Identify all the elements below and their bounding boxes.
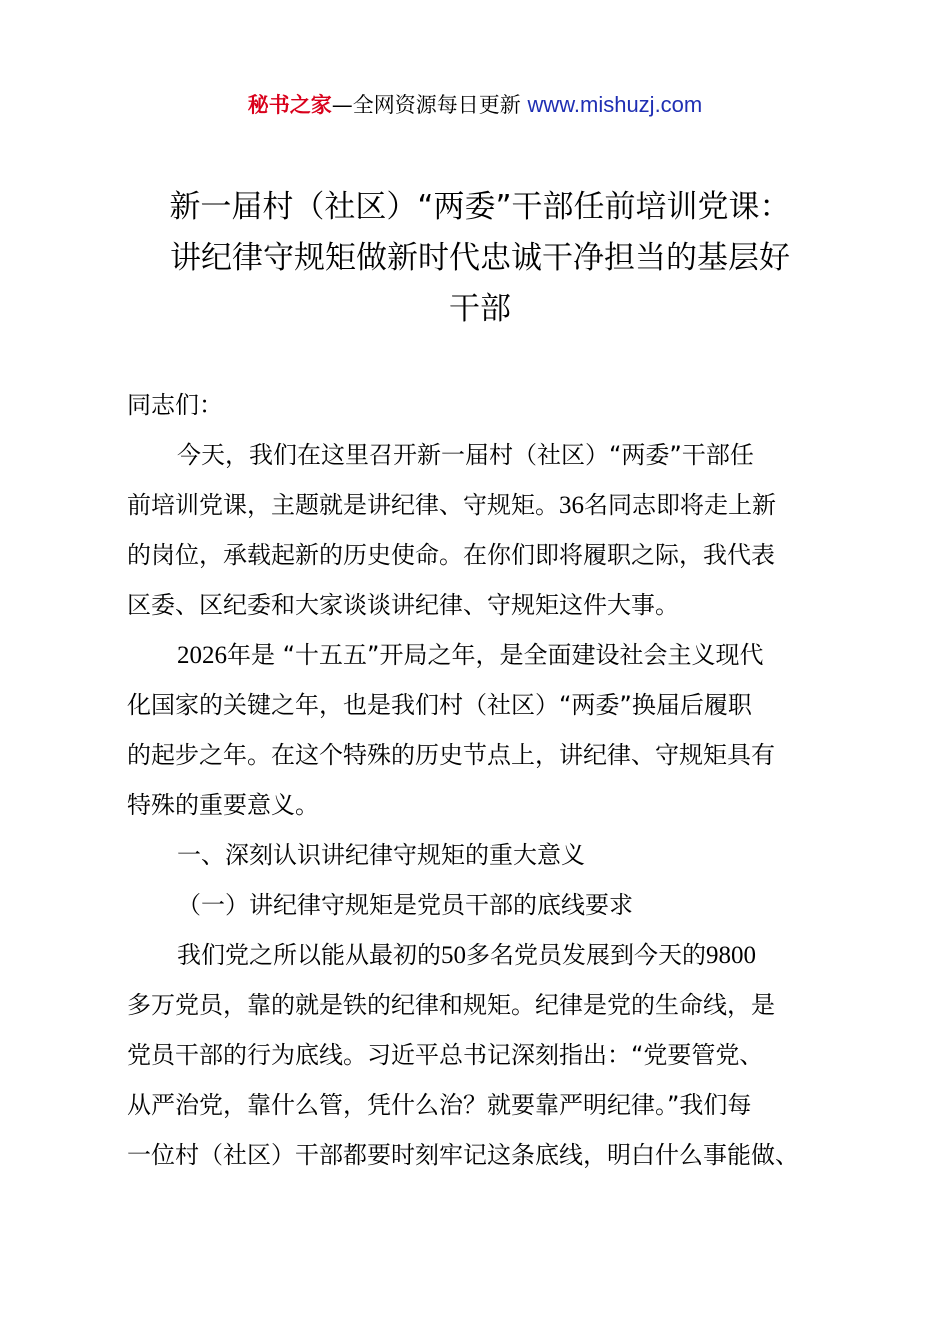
- section-heading-1-1: （一）讲纪律守规矩是党员干部的底线要求: [177, 891, 633, 919]
- paragraph-line: [127, 930, 837, 980]
- paragraph-line: 的起步之年。在这个特殊的历史节点上，讲纪律、守规矩具有: [127, 741, 775, 769]
- title-line-3: 干部: [449, 291, 511, 327]
- paragraph-line: 多万党员，靠的就是铁的纪律和规矩。纪律是党的生命线，是: [127, 991, 775, 1019]
- title-line-1: 新一届村（社区）“两委”干部任前培训党课：: [169, 189, 791, 225]
- paragraph-line: 从严治党，靠什么管，凭什么治？就要靠严明纪律。”我们每: [127, 1091, 752, 1119]
- paragraph-text: 我们党之所以能从最初的: [177, 941, 441, 969]
- site-url-link[interactable]: www.mishuzj.com: [527, 92, 703, 117]
- paragraph-opening: [127, 430, 837, 630]
- paragraph-line: 特殊的重要意义。: [127, 791, 319, 819]
- paragraph-context: [127, 630, 837, 830]
- paragraph-line: 今天，我们在这里召开新一届村（社区）“两委”干部任: [177, 441, 754, 469]
- site-slogan: —全网资源每日更新: [331, 93, 521, 117]
- founding-member-count: 50: [441, 942, 466, 969]
- participant-count: 36: [559, 492, 584, 519]
- section-heading-1: 一、深刻认识讲纪律守规矩的重大意义: [177, 841, 585, 869]
- title-line-2: 讲纪律守规矩做新时代忠诚干净担当的基层好: [170, 240, 790, 276]
- paragraph-discipline: [127, 930, 837, 1180]
- paragraph-line: 党员干部的行为底线。习近平总书记深刻指出：“党要管党、: [127, 1041, 764, 1069]
- site-brand: 秘书之家: [247, 93, 332, 117]
- paragraph-text: 前培训党课，主题就是讲纪律、守规矩。: [127, 491, 559, 519]
- salutation: 同志们：: [127, 391, 223, 419]
- site-header: [0, 90, 950, 120]
- paragraph-line: [127, 480, 837, 530]
- paragraph-line: [127, 630, 837, 680]
- current-member-count: 9800: [706, 942, 756, 969]
- paragraph-text: 多名党员发展到今天的: [466, 941, 706, 969]
- paragraph-line: 区委、区纪委和大家谈谈讲纪律、守规矩这件大事。: [127, 591, 679, 619]
- paragraph-line: 化国家的关键之年，也是我们村（社区）“两委”换届后履职: [127, 691, 752, 719]
- paragraph-text: 名同志即将走上新: [584, 491, 776, 519]
- year-number: 2026: [177, 642, 227, 669]
- paragraph-text: 年是 “十五五”开局之年，是全面建设社会主义现代: [227, 641, 764, 669]
- paragraph-line: 的岗位，承载起新的历史使命。在你们即将履职之际，我代表: [127, 541, 775, 569]
- paragraph-line: 一位村（社区）干部都要时刻牢记这条底线，明白什么事能做、: [127, 1141, 799, 1169]
- document-title: [110, 182, 850, 335]
- document-body: [127, 380, 837, 1180]
